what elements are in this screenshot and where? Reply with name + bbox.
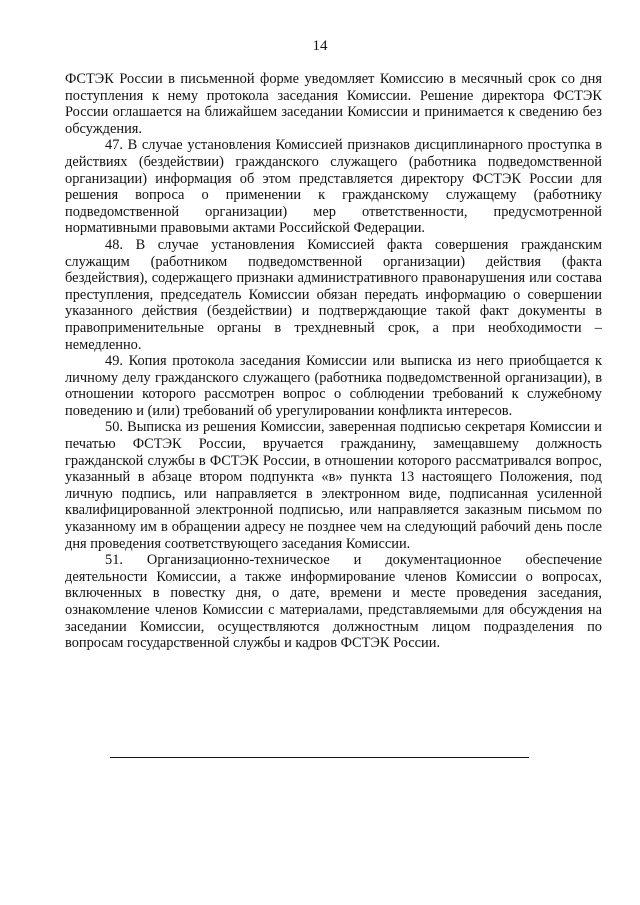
paragraph-50: 50. Выписка из решения Комиссии, заверенная подписью секретаря Комиссии и печатью ФСТЭК России, вручается гражданину, замещавшему должность гражданской службы в ФСТЭК России, в отношении которого рассматривался вопрос, указанный в абзаце втором подпункта «в» пункта 13 настоящего Положения, под личную подпись, или направляется в электронном виде, подписанная усиленной квалифицированной электронной подписью, или направляется заказным письмом по указанному им в обращении адресу не позднее чем на следующий рабочий день после дня проведения соответствующего заседания Комиссии. (65, 419, 602, 552)
page-number: 14 (312, 38, 328, 54)
paragraph-48: 48. В случае установления Комиссией факта совершения гражданским служащим (работником подведомственной организации) действия (факта бездействия), содержащего признаки административного правонарушения или состава преступления, председатель Комиссии обязан передать информацию о совершении указанного действия (бездействии) и подтверждающие такой факт документы в правоприменительные органы в трехдневный срок, а при необходимости – немедленно. (65, 236, 602, 353)
paragraph-49: 49. Копия протокола заседания Комиссии или выписка из него приобщается к личному делу гражданского служащего (работника подведомственной организации), в отношении которого рассмотрен вопрос о соблюдении требований к служебному поведению и (или) требований об урегулировании конфликта интересов. (65, 353, 602, 419)
paragraph-51: 51. Организационно-техническое и документационное обеспечение деятельности Комиссии, а также информирование членов Комиссии о вопросах, включенных в повестку дня, о дате, времени и месте проведения заседания, ознакомление членов Комиссии с материалами, представляемыми для обсуждения на заседании Комиссии, осуществляются должностным лицом подразделения по вопросам государственной службы и кадров ФСТЭК России. (65, 552, 602, 652)
document-body (65, 71, 602, 652)
paragraph-continuation: ФСТЭК России в письменной форме уведомляет Комиссию в месячный срок со дня поступления к нему протокола заседания Комиссии. Решение директора ФСТЭК России оглашается на ближайшем заседании Комиссии и принимается к сведению без обсуждения. (65, 71, 602, 137)
end-rule-divider (110, 757, 529, 758)
paragraph-47: 47. В случае установления Комиссией признаков дисциплинарного проступка в действиях (бездействии) гражданского служащего (работника подведомственной организации) информация об этом представляется директору ФСТЭК России для решения вопроса о применении к гражданскому служащему (работнику подведомственной организации) мер ответственности, предусмотренной нормативными правовыми актами Российской Федерации. (65, 137, 602, 237)
